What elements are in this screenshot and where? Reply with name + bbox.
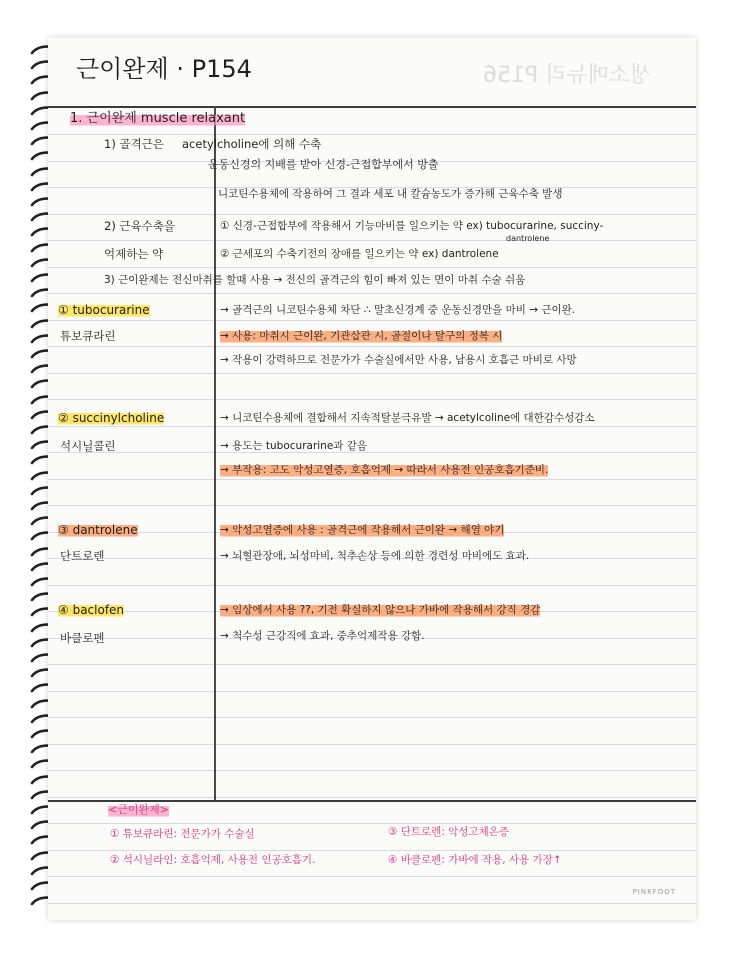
ruled-line	[48, 876, 696, 877]
ruled-line	[48, 399, 696, 400]
summary-item-4: ④ 바클로펜: 가바에 작용, 사용 가장↑	[388, 854, 562, 866]
ruled-line	[48, 797, 696, 798]
drug3-korean-name: 단트로렌	[60, 549, 105, 563]
drug3-line2: → 뇌혈관장애, 뇌성마비, 척추손상 등에 의한 경련성 마비에도 효과.	[220, 550, 530, 562]
item3: 3) 근이완제는 전신마취를 할때 사용 → 전신의 골격근의 힘이 빠져 있는 면이 마취 수술 쉬움	[104, 274, 526, 286]
ruled-line	[48, 691, 696, 692]
ruled-line	[48, 903, 696, 904]
item1-label: 1) 골격근은	[104, 137, 164, 151]
section-heading: 1. 근이완제 muscle relaxant	[70, 111, 246, 126]
bleed-through-title: 생소메뉴리 P156	[483, 63, 652, 88]
ruled-line	[48, 214, 696, 215]
drug2-name: ② succinylcholine	[58, 411, 165, 425]
ruled-line	[48, 850, 696, 851]
page-title: 근이완제 · P154	[76, 55, 252, 83]
ruled-line	[48, 823, 696, 824]
item1-text: acetylcholine에 의해 수축	[182, 137, 322, 151]
item2-line2: ② 근세포의 수축기전의 장애를 일으키는 약 ex) dantrolene	[220, 248, 499, 260]
drug4-name: ④ baclofen	[58, 603, 125, 617]
drug4-line1: → 임상에서 사용 ??, 기전 확실하지 않으나 가바에 작용해서 강직 경감	[220, 604, 541, 616]
item2-line2-annotation: dantrolene	[506, 234, 550, 243]
drug4-korean-name: 바클로펜	[60, 631, 105, 645]
ruled-line	[48, 452, 696, 453]
ruled-line	[48, 267, 696, 268]
item1-sub1: 운동신경의 지배를 받아 신경-근접합부에서 방출	[208, 158, 439, 171]
ruled-line	[48, 479, 696, 480]
ruled-line	[48, 744, 696, 745]
drug1-line2: → 사용: 마취시 근이완, 기관삽관 시, 골절이나 탈구의 정복 시	[220, 330, 503, 342]
ruled-line	[48, 293, 696, 294]
drug2-line1: → 니코틴수용체에 결합해서 지속적탈분극유발 → acetylcoline에 대한감수성감소	[220, 412, 595, 424]
item2-line1: ① 신경-근접합부에 작용해서 기능마비를 일으키는 약 ex) tubocurarine, succiny-	[220, 220, 604, 232]
summary-item-1: ① 튜보큐라린: 전문가가 수술실	[110, 828, 255, 840]
ruled-line	[48, 717, 696, 718]
drug2-korean-name: 석시닐콜린	[60, 439, 116, 453]
summary-item-2: ② 석시닐라인: 호흡억제, 사용전 인공호흡기.	[110, 854, 316, 866]
margin-line	[214, 106, 216, 801]
ruled-line	[48, 664, 696, 665]
ruled-line	[48, 240, 696, 241]
summary-heading: <근이완제>	[108, 803, 169, 816]
drug3-line1: → 악성고열증에 사용 : 골격근에 작용해서 근이완 → 해열 야기	[220, 524, 505, 536]
ruled-line	[48, 134, 696, 135]
ruled-line	[48, 346, 696, 347]
ruled-line	[48, 373, 696, 374]
drug1-line3: → 작용이 강력하므로 전문가가 수술실에서만 사용, 남용시 호흡근 마비로 사망	[220, 354, 577, 366]
ruled-line	[48, 585, 696, 586]
ruled-line	[48, 320, 696, 321]
item2-label-a: 2) 근육수축을	[104, 219, 176, 233]
drug1-name: ① tubocurarine	[58, 303, 150, 317]
ruled-line	[48, 505, 696, 506]
drug2-line3: → 부작용: 고도 악성고열증, 호흡억제 → 따라서 사용전 인공호흡기준비.	[220, 464, 549, 476]
drug1-korean-name: 튜보큐라린	[60, 329, 116, 343]
drug1-line1: → 골격근의 니코틴수용체 차단 ∴ 말초신경계 중 운동신경만을 마비 → 근이완.	[220, 304, 576, 316]
drug3-name: ③ dantrolene	[58, 523, 138, 537]
brand-mark: PINKFOOT	[632, 888, 676, 896]
header-divider	[48, 106, 696, 108]
drug2-line2: → 용도는 tubocurarine과 같음	[220, 440, 368, 452]
notebook-sheet	[48, 38, 696, 920]
item1-sub2: 니코틴수용체에 작용하여 그 결과 세포 내 칼슘농도가 증가해 근육수축 발생	[218, 188, 563, 200]
ruled-line	[48, 770, 696, 771]
summary-item-3: ③ 단트로렌: 악성고체온증	[388, 826, 510, 838]
drug4-line2: → 척수성 근강직에 효과, 중추억제작용 강함.	[220, 630, 425, 642]
item2-label-b: 억제하는 약	[104, 247, 164, 261]
